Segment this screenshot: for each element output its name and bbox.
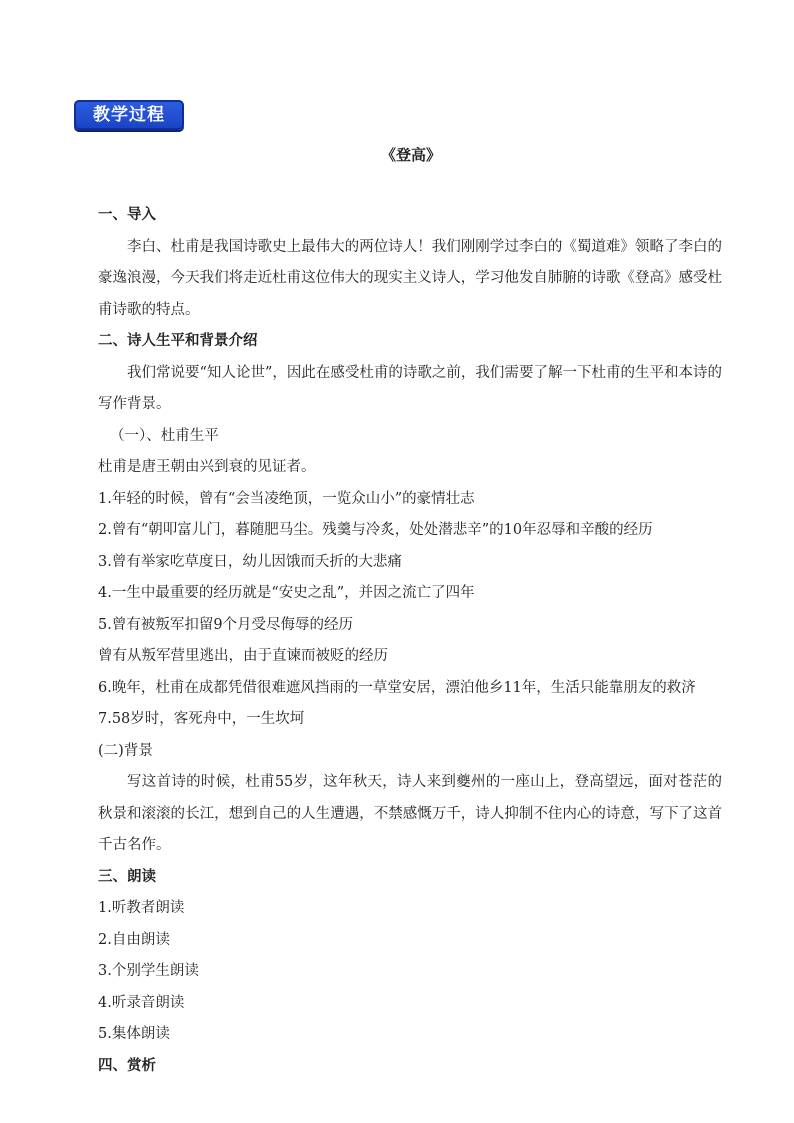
intro-paragraph: 李白、杜甫是我国诗歌史上最伟大的两位诗人！我们刚刚学过李白的《蜀道难》领略了李白的豪逸浪漫，今天我们将走近杜甫这位伟大的现实主义诗人，学习他发自肺腑的诗歌《登高》感受杜甫诗歌的特点。 bbox=[98, 238, 722, 318]
list-item: 4.一生中最重要的经历就是“安史之乱”，并因之流亡了四年 bbox=[98, 585, 475, 601]
list-item: 1.年轻的时候，曾有“会当凌绝顶，一览众山小”的豪情壮志 bbox=[98, 490, 475, 507]
background-paragraph: 我们常说要“知人论世”，因此在感受杜甫的诗歌之前，我们需要了解一下杜甫的生平和本诗的写作背景。 bbox=[98, 364, 722, 412]
list-item: 曾有从叛军营里逃出，由于直谏而被贬的经历 bbox=[98, 648, 388, 664]
list-item: 1.听教者朗读 bbox=[98, 900, 185, 916]
list-item: 3.曾有举家吃草度日，幼儿因饿而夭折的大悲痛 bbox=[98, 553, 402, 570]
list-item: 5.集体朗读 bbox=[98, 1026, 170, 1042]
list-item: 6.晚年，杜甫在成都凭借很难遮风挡雨的一草堂安居，漂泊他乡11年，生活只能靠朋友的救济 bbox=[98, 679, 696, 696]
subheading-biography: （一）、杜甫生平 bbox=[110, 427, 219, 444]
heading-appreciation: 四、赏析 bbox=[98, 1057, 156, 1074]
context-paragraph: 写这首诗的时候，杜甫55岁，这年秋天，诗人来到夔州的一座山上，登高望远，面对苍茫的秋景和滚滚的长江，想到自己的人生遭遇，不禁感慨万千，诗人抑制不住内心的诗意，写下了这首千古名作。 bbox=[98, 774, 722, 853]
subheading-context: (二)背景 bbox=[98, 742, 153, 759]
list-item: 3.个别学生朗读 bbox=[98, 963, 199, 979]
list-item: 4.听录音朗读 bbox=[98, 994, 185, 1011]
section-badge: 教学过程 bbox=[74, 100, 184, 130]
heading-background: 二、诗人生平和背景介绍 bbox=[98, 333, 258, 349]
heading-intro: 一、导入 bbox=[98, 207, 156, 223]
list-item: 2.曾有“朝叩富儿门，暮随肥马尘。残羹与冷炙，处处潜悲辛”的10年忍辱和辛酸的经历 bbox=[98, 522, 653, 538]
list-item: 7.58岁时，客死舟中，一生坎坷 bbox=[98, 711, 305, 727]
lesson-title: 《登高》 bbox=[380, 146, 441, 164]
list-item: 2.自由朗读 bbox=[98, 931, 170, 948]
heading-reading: 三、朗读 bbox=[98, 868, 156, 885]
biography-intro: 杜甫是唐王朝由兴到衰的见证者。 bbox=[98, 459, 316, 475]
list-item: 5.曾有被叛军扣留9个月受尽侮辱的经历 bbox=[98, 616, 354, 633]
lesson-body bbox=[98, 200, 722, 1082]
